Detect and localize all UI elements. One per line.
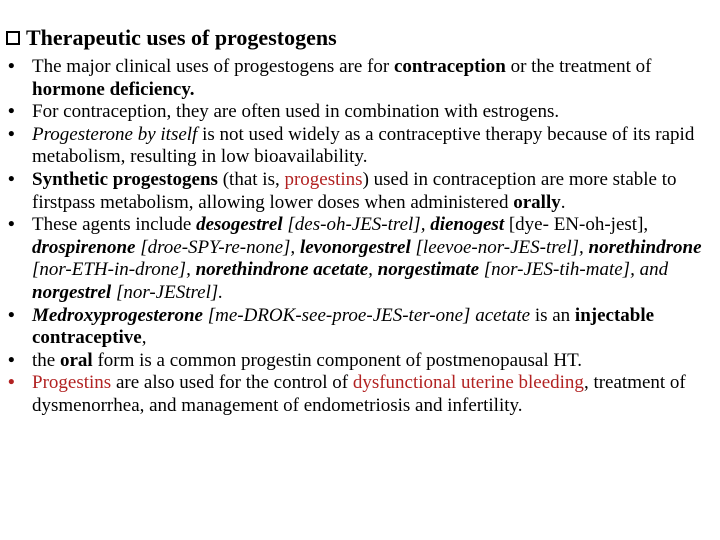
text-run: [droe-SPY-re-none], — [135, 236, 300, 258]
text-run: ) used in contraception are more stable to firstpass metabolism, allowing lower doses when administered — [32, 168, 677, 213]
text-run: The major clinical uses of progestogens are for — [32, 56, 394, 77]
text-run: [nor-ETH-in-drone], — [32, 259, 196, 281]
bullet-dot-icon: • — [8, 304, 15, 326]
text-run: (that is, — [217, 168, 285, 190]
text-run: Medroxyprogesterone — [32, 304, 203, 326]
text-run: drospirenone — [32, 236, 136, 258]
text-run: [nor-JEStrel]. — [111, 281, 224, 303]
bullet-item — [8, 350, 712, 373]
bullet-item — [8, 305, 712, 350]
text-run: [leevoe-nor-JES-trel], — [410, 236, 589, 258]
bullet-dot-icon: • — [8, 101, 15, 123]
text-run: are also used for the control of — [111, 372, 353, 394]
text-run: , treatment of dysmenorrhea, and management of endometriosis and infertility. — [32, 372, 686, 416]
text-run: [nor-JES-tih-mate], and — [479, 259, 669, 281]
text-run: is not used widely as a contraceptive therapy because of its rapid metabolism, resulting in low bioavailability. — [32, 123, 695, 168]
text-run: norgestimate — [377, 259, 480, 281]
text-run: hormone deficiency. — [32, 78, 195, 100]
text-run: the — [32, 349, 60, 371]
bullet-list — [8, 56, 712, 418]
text-run: orally — [513, 191, 561, 213]
slide-title: Therapeutic uses of progestogens — [26, 25, 337, 50]
bullet-dot-icon: • — [8, 168, 15, 190]
bullet-item — [8, 214, 712, 304]
text-run: norethindrone acetate — [195, 259, 369, 281]
text-run: oral — [59, 349, 93, 371]
bullet-item — [8, 124, 712, 169]
checkbox-bullet-icon — [6, 31, 20, 45]
text-run: desogestrel — [196, 214, 283, 236]
title-row — [6, 24, 337, 52]
text-run: or the treatment of — [505, 56, 652, 77]
text-run: levonorgestrel — [299, 236, 411, 258]
text-run: [des-oh-JES-trel], — [282, 214, 431, 236]
text-run: contraception — [393, 56, 506, 77]
text-run: injectable contraceptive — [32, 304, 655, 349]
text-run: [dye- EN-oh-jest], — [504, 214, 649, 236]
text-run: , — [141, 327, 147, 349]
text-run: dienogest — [430, 214, 505, 236]
text-run: form is a common progestin component of postmenopausal HT. — [92, 349, 583, 371]
bullet-item — [8, 372, 712, 417]
bullet-dot-icon: • — [8, 56, 15, 77]
bullet-dot-icon: • — [8, 372, 15, 394]
bullet-item — [8, 56, 712, 101]
text-run: dysfunctional uterine bleeding — [352, 372, 584, 394]
text-run: norgestrel — [32, 281, 112, 303]
text-run: Progestins — [32, 372, 112, 394]
text-run: For contraception, they are often used in combination with estrogens. — [32, 101, 560, 123]
bullet-dot-icon: • — [8, 349, 15, 371]
text-run: . — [560, 191, 566, 213]
text-run: Progesterone by itself — [32, 123, 198, 145]
bullet-item — [8, 101, 712, 124]
bullet-dot-icon: • — [8, 123, 15, 145]
text-run: is an — [530, 304, 575, 326]
text-run: progestins — [284, 168, 363, 190]
text-run: norethindrone — [588, 236, 702, 258]
text-run: Synthetic progestogens — [32, 168, 218, 190]
bullet-dot-icon: • — [8, 214, 15, 236]
text-run: [me-DROK-see-proe-JES-ter-one] acetate — [202, 304, 531, 326]
bullet-item — [8, 169, 712, 214]
text-run: These agents include — [32, 214, 197, 236]
text-run: , — [368, 259, 378, 281]
